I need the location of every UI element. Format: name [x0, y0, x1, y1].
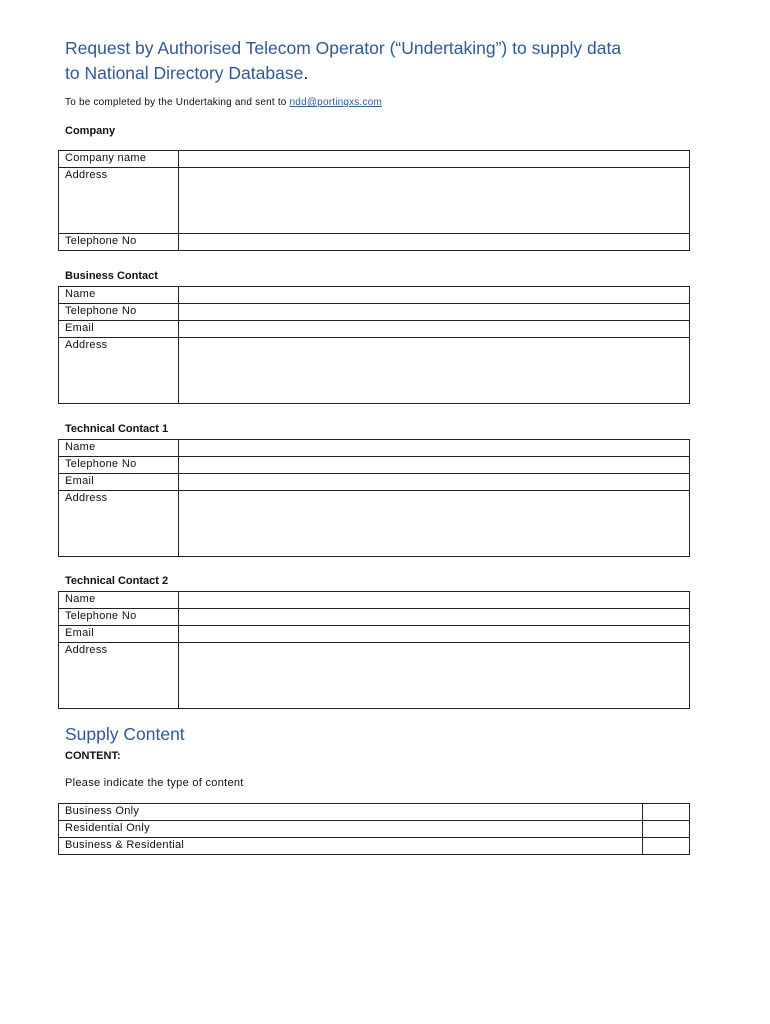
technical-contact-1-heading: Technical Contact 1: [65, 423, 169, 435]
table-row: [59, 491, 690, 557]
table-row: [59, 168, 690, 234]
business-and-residential-checkbox[interactable]: [643, 838, 690, 855]
field-label: Address: [59, 168, 179, 234]
option-label: Business Only: [59, 804, 643, 821]
title-line-1: Request by Authorised Telecom Operator (“Undertaking”) to supply data: [65, 38, 622, 58]
email-link[interactable]: ndd@portingxs.com: [289, 97, 383, 108]
tech2-name-field[interactable]: [179, 592, 690, 609]
business-only-checkbox[interactable]: [643, 804, 690, 821]
tech1-address-field[interactable]: [179, 491, 690, 557]
tech1-name-field[interactable]: [179, 440, 690, 457]
business-address-field[interactable]: [179, 338, 690, 404]
field-label: Email: [59, 626, 179, 643]
title-line-2: to National Directory Database: [65, 63, 304, 83]
company-table: [58, 150, 690, 251]
table-row: [59, 474, 690, 491]
document-title: [65, 36, 705, 86]
field-label: Company name: [59, 151, 179, 168]
option-label: Residential Only: [59, 821, 643, 838]
field-label: Email: [59, 474, 179, 491]
business-telephone-field[interactable]: [179, 304, 690, 321]
intro-text: [65, 97, 382, 108]
option-label: Business & Residential: [59, 838, 643, 855]
company-address-field[interactable]: [179, 168, 690, 234]
field-label: Address: [59, 643, 179, 709]
tech1-telephone-field[interactable]: [179, 457, 690, 474]
table-row: [59, 234, 690, 251]
content-subheading: CONTENT:: [65, 750, 121, 762]
table-row: [59, 626, 690, 643]
supply-content-heading: Supply Content: [65, 724, 185, 744]
field-label: Email: [59, 321, 179, 338]
table-row: [59, 440, 690, 457]
content-type-table: [58, 803, 690, 855]
technical-contact-2-table: [58, 591, 690, 709]
intro-instruction: To be completed by the Undertaking and sent to: [65, 97, 290, 108]
field-label: Address: [59, 491, 179, 557]
table-row: [59, 304, 690, 321]
residential-only-checkbox[interactable]: [643, 821, 690, 838]
technical-contact-1-table: [58, 439, 690, 557]
tech2-telephone-field[interactable]: [179, 609, 690, 626]
business-contact-table: [58, 286, 690, 404]
table-row: [59, 804, 690, 821]
field-label: Name: [59, 287, 179, 304]
tech2-email-field[interactable]: [179, 626, 690, 643]
table-row: [59, 321, 690, 338]
field-label: Telephone No: [59, 609, 179, 626]
company-heading: Company: [65, 125, 116, 137]
company-telephone-field[interactable]: [179, 234, 690, 251]
business-email-field[interactable]: [179, 321, 690, 338]
table-row: [59, 338, 690, 404]
table-row: [59, 643, 690, 709]
tech1-email-field[interactable]: [179, 474, 690, 491]
content-instruction: Please indicate the type of content: [65, 777, 244, 789]
table-row: [59, 838, 690, 855]
company-name-field[interactable]: [179, 151, 690, 168]
tech2-address-field[interactable]: [179, 643, 690, 709]
field-label: Address: [59, 338, 179, 404]
field-label: Name: [59, 440, 179, 457]
table-row: [59, 457, 690, 474]
business-contact-heading: Business Contact: [65, 270, 158, 282]
table-row: [59, 821, 690, 838]
technical-contact-2-heading: Technical Contact 2: [65, 575, 169, 587]
field-label: Telephone No: [59, 304, 179, 321]
field-label: Telephone No: [59, 234, 179, 251]
table-row: [59, 151, 690, 168]
table-row: [59, 592, 690, 609]
field-label: Name: [59, 592, 179, 609]
title-period: .: [303, 63, 309, 83]
table-row: [59, 609, 690, 626]
table-row: [59, 287, 690, 304]
business-name-field[interactable]: [179, 287, 690, 304]
field-label: Telephone No: [59, 457, 179, 474]
